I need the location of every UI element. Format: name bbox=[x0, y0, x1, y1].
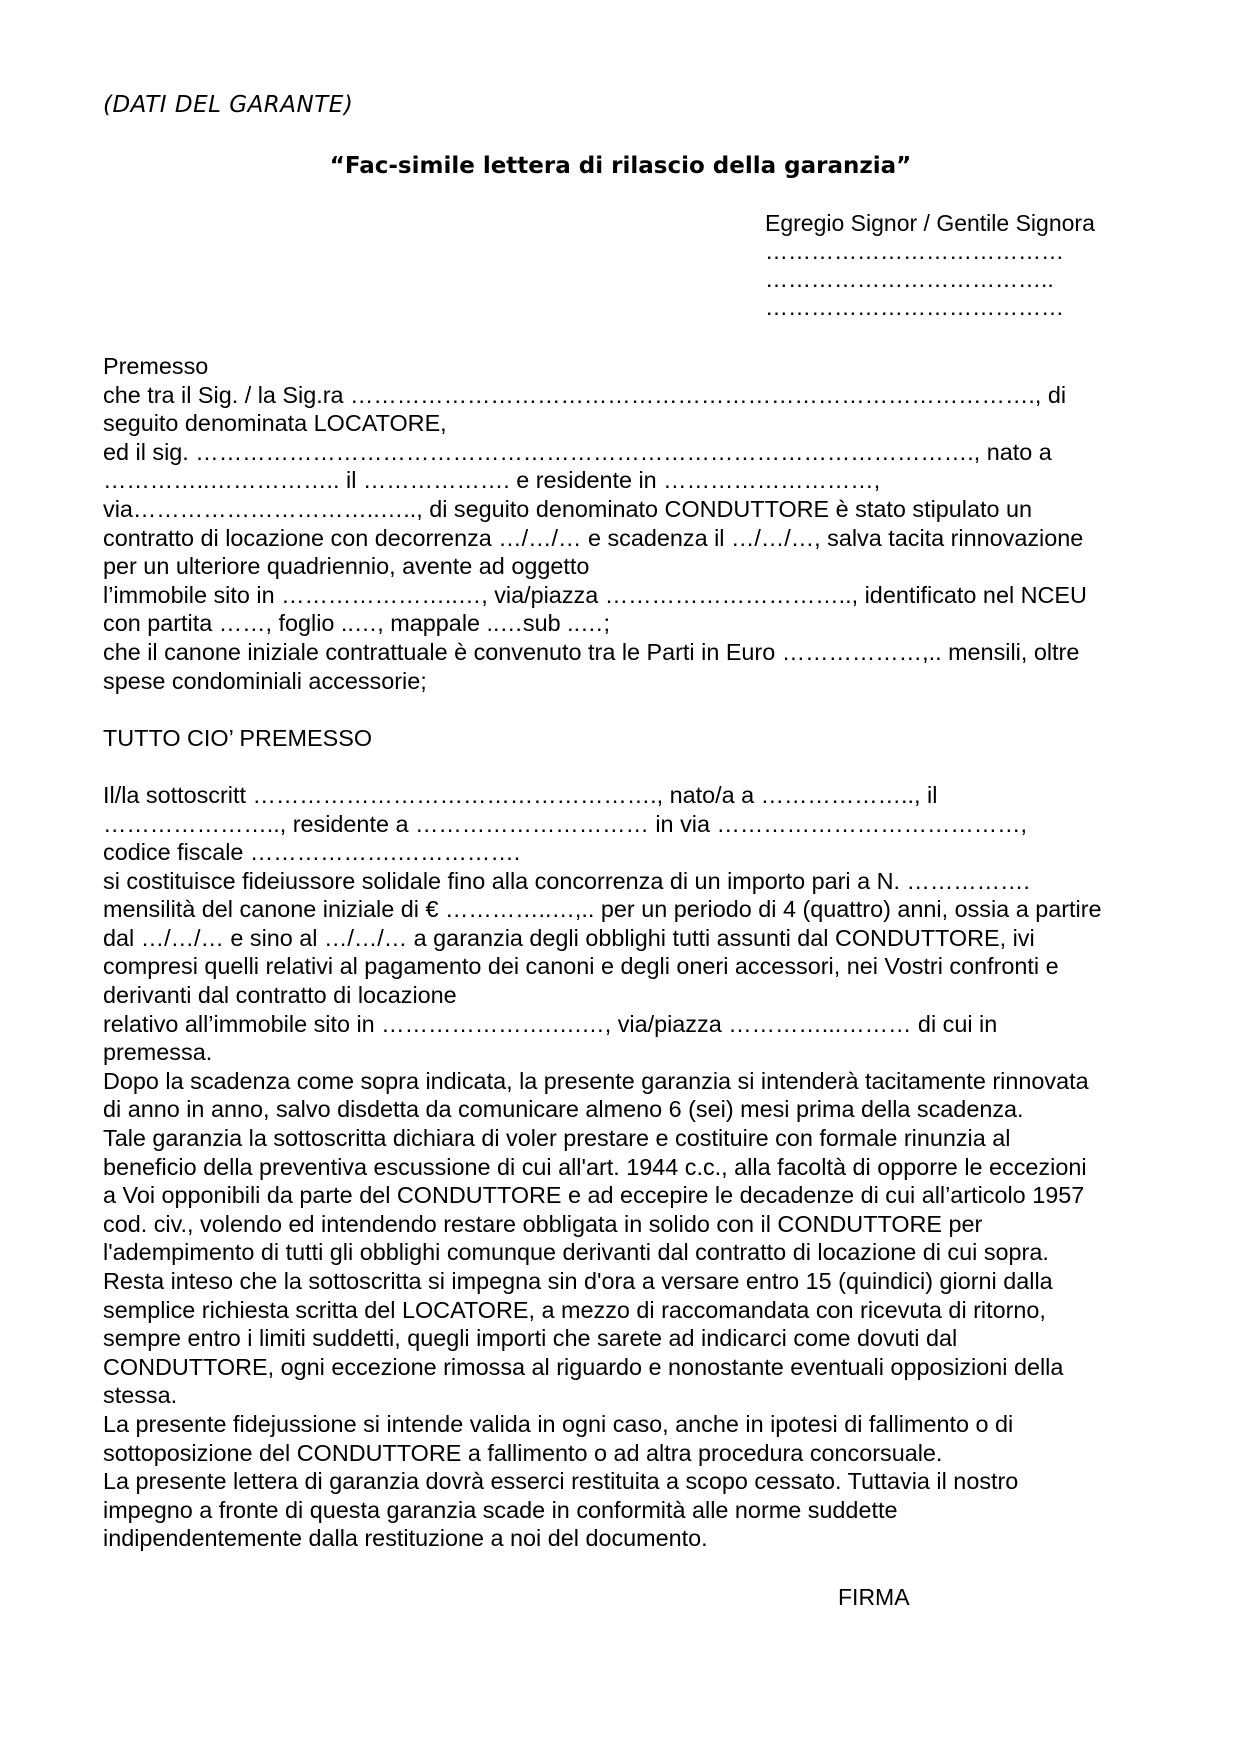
document-title: “Fac-simile lettera di rilascio della garanzia” bbox=[329, 153, 912, 179]
premise-line: contratto di locazione con decorrenza …/…/… e scadenza il …/…/…, salva tacita rinnovazione bbox=[103, 524, 1084, 551]
body-line: premessa. bbox=[103, 1039, 213, 1066]
premise-heading: Premesso bbox=[103, 353, 209, 379]
all-premised-heading: TUTTO CIO’ PREMESSO bbox=[103, 724, 373, 751]
premise-line: seguito denominata LOCATORE, bbox=[103, 410, 447, 437]
premise-line: per un ulteriore quadriennio, avente ad oggetto bbox=[103, 553, 590, 580]
body-line: l'adempimento di tutti gli obblighi comunque derivanti dal contratto di locazione di cui sopra. bbox=[103, 1239, 1049, 1266]
body-line: Il/la sottoscritt ……………………………………………., nato/a a ……………….., il bbox=[103, 781, 938, 808]
premise-line: che tra il Sig. / la Sig.ra ……………………………………………………………………………., di bbox=[103, 381, 1067, 408]
body-line: a Voi opponibili da parte del CONDUTTORE e ad eccepire le decadenze di cui all’articolo 1957 bbox=[103, 1182, 1085, 1209]
body-line: sempre entro i limiti suddetti, quegli importi che sarete ad indicarci come dovuti dal bbox=[103, 1325, 958, 1352]
body-line: Resta inteso che la sottoscritta si impegna sin d'ora a versare entro 15 (quindici) giorni dalla bbox=[103, 1268, 1053, 1294]
body-line: cod. civ., volendo ed intendendo restare obbligata in solido con il CONDUTTORE per bbox=[103, 1210, 983, 1237]
body-line: impegno a fronte di questa garanzia scade in conformità alle norme suddette bbox=[103, 1496, 898, 1523]
body-line: ………………….., residente a ………………………… in via …………………………………, bbox=[103, 810, 1028, 837]
body-line: Dopo la scadenza come sopra indicata, la presente garanzia si intenderà tacitamente rinnovata bbox=[103, 1067, 1089, 1094]
addressee-blank-line: ……………………………….. bbox=[765, 266, 1054, 292]
body-line: Tale garanzia la sottoscritta dichiara di voler prestare e costituire con formale rinunzia al bbox=[103, 1125, 1011, 1152]
body-line: CONDUTTORE, ogni eccezione rimossa al riguardo e nonostante eventuali opposizioni della bbox=[103, 1353, 1064, 1380]
body-line: indipendentemente dalla restituzione a noi del documento. bbox=[103, 1525, 708, 1552]
body-line: di anno in anno, salvo disdetta da comunicare almeno 6 (sei) mesi prima della scadenza. bbox=[103, 1096, 1024, 1123]
body-line: semplice richiesta scritta del LOCATORE, a mezzo di raccomandata con ricevuta di ritorno, bbox=[103, 1296, 1046, 1323]
premise-line: ed il sig. ………………………………………………………………………………………., nato a bbox=[103, 438, 1052, 465]
premise-line: …………..…………….. il ………………. e residente in ………………………, bbox=[103, 467, 881, 494]
body-line: dal …/…/… e sino al …/…/… a garanzia degli obblighi tutti assunti dal CONDUTTORE, ivi bbox=[103, 924, 1035, 951]
premise-line: spese condominiali accessorie; bbox=[103, 667, 427, 694]
body-line: stessa. bbox=[103, 1382, 178, 1409]
guarantor-data-heading: (DATI DEL GARANTE) bbox=[103, 92, 354, 118]
addressee-salutation: Egregio Signor / Gentile Signora bbox=[765, 210, 1095, 236]
premise-line: che il canone iniziale contrattuale è convenuto tra le Parti in Euro ………………,.. mensili, oltre bbox=[103, 638, 1080, 665]
paragraph-spacer bbox=[103, 752, 1193, 781]
addressee-block bbox=[765, 209, 1095, 321]
body-line: La presente lettera di garanzia dovrà esserci restituita a scopo cessato. Tuttavia il nostro bbox=[103, 1468, 1019, 1495]
paragraph-spacer bbox=[103, 695, 1193, 724]
letter-body bbox=[103, 352, 1193, 1553]
addressee-blank-line: ………………………………… bbox=[765, 294, 1064, 320]
body-line: compresi quelli relativi al pagamento dei canoni e degli oneri accessori, nei Vostri confronti e bbox=[103, 953, 1059, 980]
body-line: beneficio della preventiva escussione di cui all'art. 1944 c.c., alla facoltà di opporre le eccezioni bbox=[103, 1153, 1087, 1180]
body-line: sottoposizione del CONDUTTORE a fallimento o ad altra procedura concorsuale. bbox=[103, 1439, 943, 1466]
body-line: relativo all’immobile sito in ………………….….…, via/piazza …………...……… di cui in bbox=[103, 1010, 998, 1037]
premise-line: con partita ……, foglio ..…, mappale ..…sub ..…; bbox=[103, 610, 611, 637]
addressee-blank-line: ………………………………… bbox=[765, 238, 1064, 264]
body-line: mensilità del canone iniziale di € …………..…,.. per un periodo di 4 (quattro) anni, ossia a partire bbox=[103, 896, 1102, 923]
body-line: codice fiscale ……………….……………. bbox=[103, 839, 521, 866]
signature-label: FIRMA bbox=[838, 1584, 910, 1610]
body-line: La presente fidejussione si intende valida in ogni caso, anche in ipotesi di fallimento o di bbox=[103, 1410, 1014, 1437]
premise-line: via…………………………..….., di seguito denominato CONDUTTORE è stato stipulato un bbox=[103, 495, 1033, 522]
body-line: derivanti dal contratto di locazione bbox=[103, 982, 457, 1009]
premise-line: l’immobile sito in …………………..…, via/piazza ………………………….., identificato nel NCEU bbox=[103, 581, 1087, 608]
body-line: si costituisce fideiussore solidale fino alla concorrenza di un importo pari a N. ……………. bbox=[103, 867, 1030, 894]
